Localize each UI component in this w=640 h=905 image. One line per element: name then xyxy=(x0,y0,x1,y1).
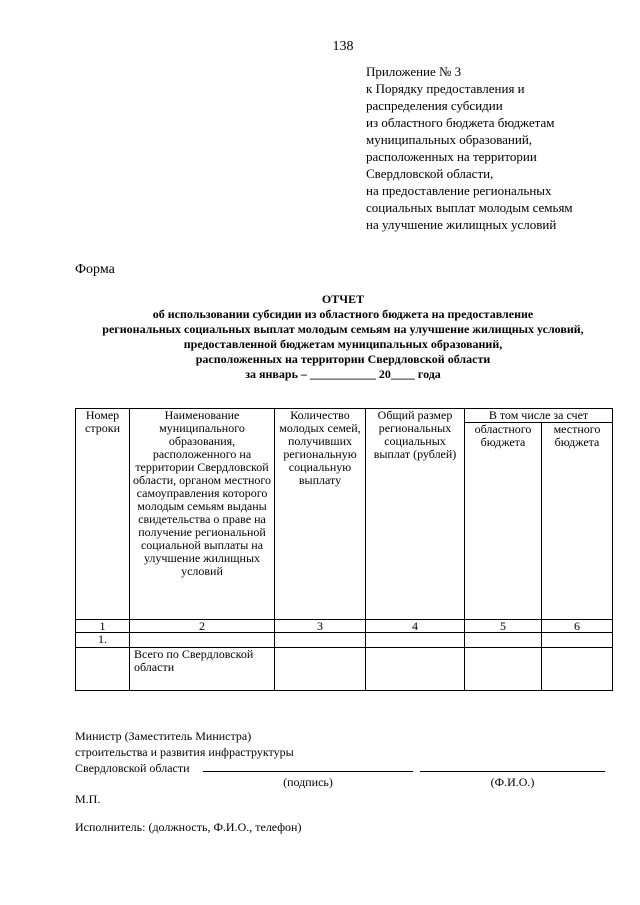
total-local-budget xyxy=(542,648,613,691)
name-caption: (Ф.И.О.) xyxy=(490,775,535,789)
appendix-line: социальных выплат молодым семьям xyxy=(366,200,573,215)
report-title xyxy=(40,292,640,382)
column-number: 3 xyxy=(275,620,366,633)
total-row xyxy=(76,648,613,691)
appendix-line: на предоставление региональных xyxy=(366,183,552,198)
appendix-line: на улучшение жилищных условий xyxy=(366,217,557,232)
column-number: 2 xyxy=(130,620,275,633)
total-amount xyxy=(366,648,465,691)
signature-line: Свердловской области xyxy=(75,761,190,775)
header-municipality: Наименование муниципального образования, расположенного на территории Свердловской области, органом местного самоуправления которого молодым семьям выданы свидетельства о праве на получение региональной социальной выплаты на улучшение жилищных условий xyxy=(130,409,275,620)
column-number: 4 xyxy=(366,620,465,633)
signature-field-line xyxy=(203,771,413,772)
appendix-line: из областного бюджета бюджетам xyxy=(366,115,555,130)
report-title-line: предоставленной бюджетам муниципальных образований, xyxy=(183,337,503,351)
appendix-block xyxy=(366,63,636,233)
appendix-line: Приложение № 3 xyxy=(366,64,462,79)
header-total-amount: Общий размер региональных социальных выплат (рублей) xyxy=(366,409,465,620)
header-families: Количество молодых семей, получивших региональную социальную выплату xyxy=(275,409,366,620)
report-heading: ОТЧЕТ xyxy=(321,292,365,306)
report-title-line: об использовании субсидии из областного бюджета на предоставление xyxy=(152,307,534,321)
row-total-amount xyxy=(366,633,465,648)
total-label: Всего по Свердловской области xyxy=(130,648,275,691)
column-number: 5 xyxy=(465,620,542,633)
column-number: 1 xyxy=(76,620,130,633)
header-number: Номер строки xyxy=(76,409,130,620)
stamp-label: М.П. xyxy=(75,792,101,806)
report-table xyxy=(75,408,613,691)
total-number xyxy=(76,648,130,691)
row-families xyxy=(275,633,366,648)
appendix-line: муниципальных образований, xyxy=(366,132,533,147)
table-header-row xyxy=(76,409,613,423)
column-number-row xyxy=(76,620,613,633)
report-title-line: региональных социальных выплат молодым семьям на улучшение жилищных условий, xyxy=(102,322,584,336)
form-label: Форма xyxy=(75,262,115,277)
page-number: 138 xyxy=(332,39,354,54)
appendix-line: Свердловской области, xyxy=(366,166,494,181)
appendix-line: распределения субсидии xyxy=(366,98,503,113)
appendix-line: к Порядку предоставления и xyxy=(366,81,525,96)
row-local-budget xyxy=(542,633,613,648)
report-period: за январь – ___________ 20____ года xyxy=(245,367,441,381)
total-families xyxy=(275,648,366,691)
appendix-line: расположенных на территории xyxy=(366,149,537,164)
signature-block xyxy=(75,728,294,776)
signature-line: строительства и развития инфраструктуры xyxy=(75,745,294,759)
table-row xyxy=(76,633,613,648)
executor-label: Исполнитель: (должность, Ф.И.О., телефон) xyxy=(75,820,302,834)
column-number: 6 xyxy=(542,620,613,633)
report-title-line: расположенных на территории Свердловской области xyxy=(195,352,491,366)
row-regional-budget xyxy=(465,633,542,648)
header-local-budget: местного бюджета xyxy=(542,423,613,620)
total-regional-budget xyxy=(465,648,542,691)
row-municipality xyxy=(130,633,275,648)
name-field-line xyxy=(420,771,605,772)
header-including: В том числе за счет xyxy=(465,409,613,423)
signature-line: Министр (Заместитель Министра) xyxy=(75,729,252,743)
header-regional-budget: областного бюджета xyxy=(465,423,542,620)
signature-caption: (подпись) xyxy=(283,775,333,789)
row-number: 1. xyxy=(76,633,130,648)
